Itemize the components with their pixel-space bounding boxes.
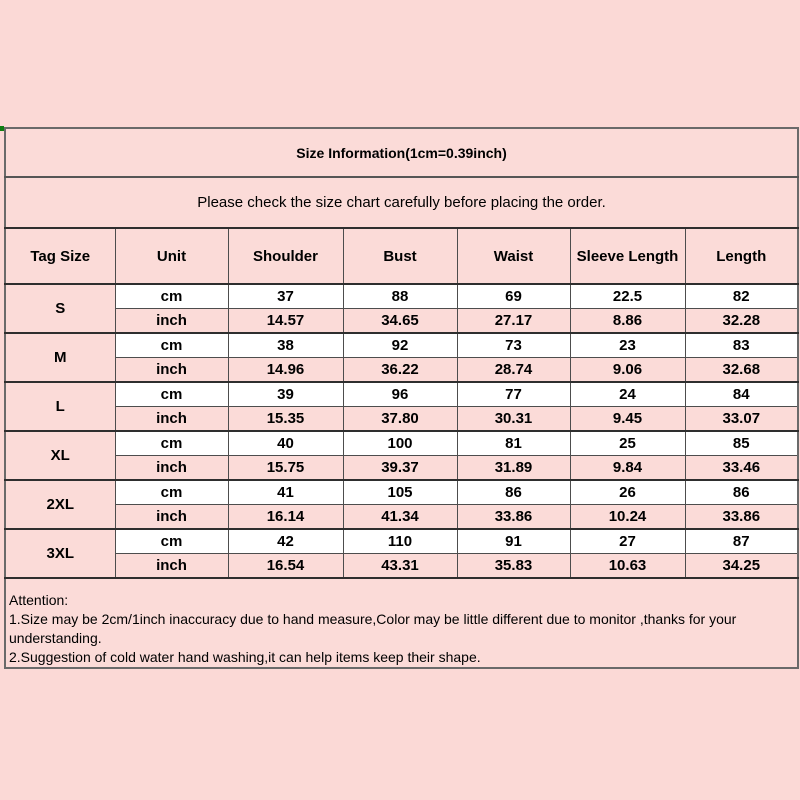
title-row	[5, 128, 798, 177]
unit-label: cm	[115, 333, 228, 358]
measurement-value: 25	[570, 431, 685, 456]
attention-row	[5, 578, 798, 668]
measurement-value: 23	[570, 333, 685, 358]
unit-label: inch	[115, 554, 228, 579]
header-bust: Bust	[343, 228, 457, 284]
table-row	[5, 382, 798, 407]
measurement-value: 100	[343, 431, 457, 456]
measurement-value: 32.28	[685, 309, 798, 334]
size-tag: S	[5, 284, 115, 333]
header-sleeve-length: Sleeve Length	[570, 228, 685, 284]
attention-heading: Attention:	[9, 592, 69, 608]
measurement-value: 86	[457, 480, 570, 505]
unit-label: cm	[115, 382, 228, 407]
measurement-value: 14.96	[228, 358, 343, 383]
measurement-value: 36.22	[343, 358, 457, 383]
measurement-value: 42	[228, 529, 343, 554]
size-chart-table	[4, 127, 799, 669]
measurement-value: 16.54	[228, 554, 343, 579]
measurement-value: 14.57	[228, 309, 343, 334]
measurement-value: 69	[457, 284, 570, 309]
measurement-value: 35.83	[457, 554, 570, 579]
measurement-value: 32.68	[685, 358, 798, 383]
table-row	[5, 529, 798, 554]
measurement-value: 105	[343, 480, 457, 505]
measurement-value: 39	[228, 382, 343, 407]
measurement-value: 88	[343, 284, 457, 309]
measurement-value: 86	[685, 480, 798, 505]
header-waist: Waist	[457, 228, 570, 284]
measurement-value: 85	[685, 431, 798, 456]
unit-label: cm	[115, 284, 228, 309]
header-unit: Unit	[115, 228, 228, 284]
measurement-value: 9.06	[570, 358, 685, 383]
measurement-value: 30.31	[457, 407, 570, 432]
measurement-value: 10.63	[570, 554, 685, 579]
table-row	[5, 309, 798, 334]
header-shoulder: Shoulder	[228, 228, 343, 284]
measurement-value: 96	[343, 382, 457, 407]
unit-label: cm	[115, 480, 228, 505]
header-length: Length	[685, 228, 798, 284]
size-tag: XL	[5, 431, 115, 480]
measurement-value: 110	[343, 529, 457, 554]
measurement-value: 40	[228, 431, 343, 456]
unit-label: inch	[115, 407, 228, 432]
unit-label: cm	[115, 529, 228, 554]
measurement-value: 22.5	[570, 284, 685, 309]
table-subtitle: Please check the size chart carefully before placing the order.	[5, 177, 798, 228]
attention-note	[5, 578, 798, 668]
size-tag: M	[5, 333, 115, 382]
table-row	[5, 333, 798, 358]
measurement-value: 9.45	[570, 407, 685, 432]
measurement-value: 73	[457, 333, 570, 358]
measurement-value: 10.24	[570, 505, 685, 530]
measurement-value: 33.46	[685, 456, 798, 481]
table-row	[5, 431, 798, 456]
size-tag: L	[5, 382, 115, 431]
measurement-value: 33.86	[457, 505, 570, 530]
measurement-value: 27.17	[457, 309, 570, 334]
table-row	[5, 407, 798, 432]
table-row	[5, 456, 798, 481]
measurement-value: 15.35	[228, 407, 343, 432]
measurement-value: 34.25	[685, 554, 798, 579]
column-header-row	[5, 228, 798, 284]
size-tag: 2XL	[5, 480, 115, 529]
measurement-value: 41	[228, 480, 343, 505]
table-row	[5, 358, 798, 383]
measurement-value: 81	[457, 431, 570, 456]
measurement-value: 26	[570, 480, 685, 505]
attention-line: 1.Size may be 2cm/1inch inaccuracy due to hand measure,Color may be little different due to monitor ,thanks for your understanding.	[9, 611, 737, 646]
measurement-value: 77	[457, 382, 570, 407]
measurement-value: 91	[457, 529, 570, 554]
measurement-value: 43.31	[343, 554, 457, 579]
measurement-value: 83	[685, 333, 798, 358]
header-tag-size: Tag Size	[5, 228, 115, 284]
unit-label: inch	[115, 456, 228, 481]
measurement-value: 33.07	[685, 407, 798, 432]
attention-line: 2.Suggestion of cold water hand washing,it can help items keep their shape.	[9, 649, 481, 665]
table-title: Size Information(1cm=0.39inch)	[5, 128, 798, 177]
unit-label: inch	[115, 358, 228, 383]
unit-label: cm	[115, 431, 228, 456]
unit-label: inch	[115, 309, 228, 334]
table-row	[5, 554, 798, 579]
measurement-value: 8.86	[570, 309, 685, 334]
measurement-value: 9.84	[570, 456, 685, 481]
measurement-value: 28.74	[457, 358, 570, 383]
size-tag: 3XL	[5, 529, 115, 578]
measurement-value: 87	[685, 529, 798, 554]
measurement-value: 84	[685, 382, 798, 407]
measurement-value: 38	[228, 333, 343, 358]
measurement-value: 39.37	[343, 456, 457, 481]
measurement-value: 16.14	[228, 505, 343, 530]
measurement-value: 33.86	[685, 505, 798, 530]
measurement-value: 92	[343, 333, 457, 358]
measurement-value: 24	[570, 382, 685, 407]
measurement-value: 15.75	[228, 456, 343, 481]
table-row	[5, 505, 798, 530]
measurement-value: 31.89	[457, 456, 570, 481]
measurement-value: 37	[228, 284, 343, 309]
table-row	[5, 480, 798, 505]
unit-label: inch	[115, 505, 228, 530]
measurement-value: 34.65	[343, 309, 457, 334]
table-row	[5, 284, 798, 309]
subtitle-row	[5, 177, 798, 228]
measurement-value: 41.34	[343, 505, 457, 530]
measurement-value: 82	[685, 284, 798, 309]
measurement-value: 37.80	[343, 407, 457, 432]
measurement-value: 27	[570, 529, 685, 554]
